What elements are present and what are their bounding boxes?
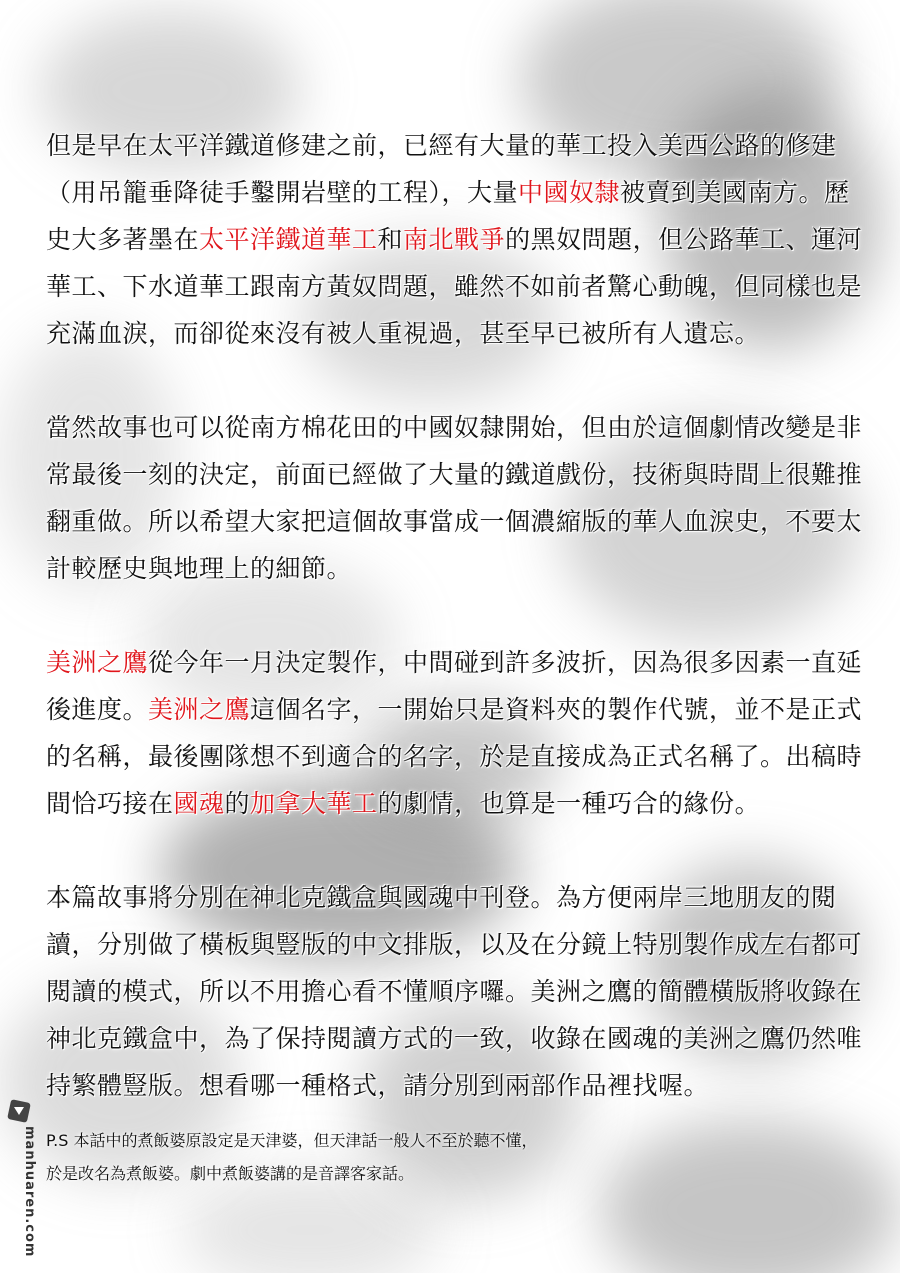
highlighted-term: 加拿大華工 bbox=[250, 789, 378, 818]
text-segment: 的 bbox=[224, 789, 251, 818]
highlighted-term: 美洲之鷹 bbox=[148, 695, 251, 724]
paragraph-3 bbox=[46, 639, 866, 827]
highlighted-term: 美洲之鷹 bbox=[46, 648, 149, 677]
site-watermark bbox=[6, 1098, 38, 1266]
text-segment: 從今年一月決定製作，中間碰到許多波折，因為很多因素一直延後進度。 bbox=[46, 648, 863, 724]
highlighted-term: 太平洋鐵道華工 bbox=[199, 225, 378, 254]
ps-line-1: P.S 本話中的煮飯婆原設定是天津婆，但天津話一般人不至於聽不懂， bbox=[46, 1131, 538, 1150]
text-segment: 的劇情，也算是一種巧合的緣份。 bbox=[377, 789, 761, 818]
ps-note bbox=[46, 1124, 846, 1190]
text-segment: 被賣到美國南方。歷史大多著墨在 bbox=[46, 178, 850, 254]
text-segment: 的黑奴問題，但公路華工、運河華工、下水道華工跟南方黃奴問題，雖然不如前者驚心動魄，但同樣也是充滿血淚，而卻從來沒有被人重視過，甚至早已被所有人遺忘。 bbox=[46, 225, 863, 348]
paragraph-4 bbox=[46, 874, 866, 1109]
body-text bbox=[46, 122, 866, 1109]
paragraph-2 bbox=[46, 404, 866, 592]
paragraph-1 bbox=[46, 122, 866, 357]
highlighted-term: 南北戰爭 bbox=[403, 225, 506, 254]
text-segment: 這個名字，一開始只是資料夾的製作代號，並不是正式的名稱，最後團隊想不到適合的名字，於是直接成為正式名稱了。出稿時間恰巧接在 bbox=[46, 695, 863, 818]
text-segment: 但是早在太平洋鐵道修建之前，已經有大量的華工投入美西公路的修建（用吊籠垂降徒手鑿開岩壁的工程），大量 bbox=[46, 131, 837, 207]
watermark-text: manhuaren.com bbox=[22, 1126, 37, 1258]
text-segment: 本篇故事將分別在神北克鐵盒與國魂中刊登。為方便兩岸三地朋友的閱讀，分別做了橫板與豎版的中文排版，以及在分鏡上特別製作成左右都可閱讀的模式，所以不用擔心看不懂順序囉。美洲之鷹的簡體橫版將收錄在神北克鐵盒中，為了保持閱讀方式的一致，收錄在國魂的美洲之鷹仍然唯持繁體豎版。想看哪一種格式，請分別到兩部作品裡找喔。 bbox=[46, 883, 863, 1100]
highlighted-term: 中國奴隸 bbox=[518, 178, 621, 207]
watermark-logo-icon bbox=[6, 1098, 32, 1124]
highlighted-term: 國魂 bbox=[173, 789, 225, 818]
ps-line-2: 於是改名為煮飯婆。劇中煮飯婆講的是音譯客家話。 bbox=[46, 1164, 415, 1183]
text-segment: 和 bbox=[377, 225, 404, 254]
text-segment: 當然故事也可以從南方棉花田的中國奴隸開始，但由於這個劇情改變是非常最後一刻的決定，前面已經做了大量的鐵道戲份，技術與時間上很難推翻重做。所以希望大家把這個故事當成一個濃縮版的華人血淚史，不要太計較歷史與地理上的細節。 bbox=[46, 413, 863, 583]
